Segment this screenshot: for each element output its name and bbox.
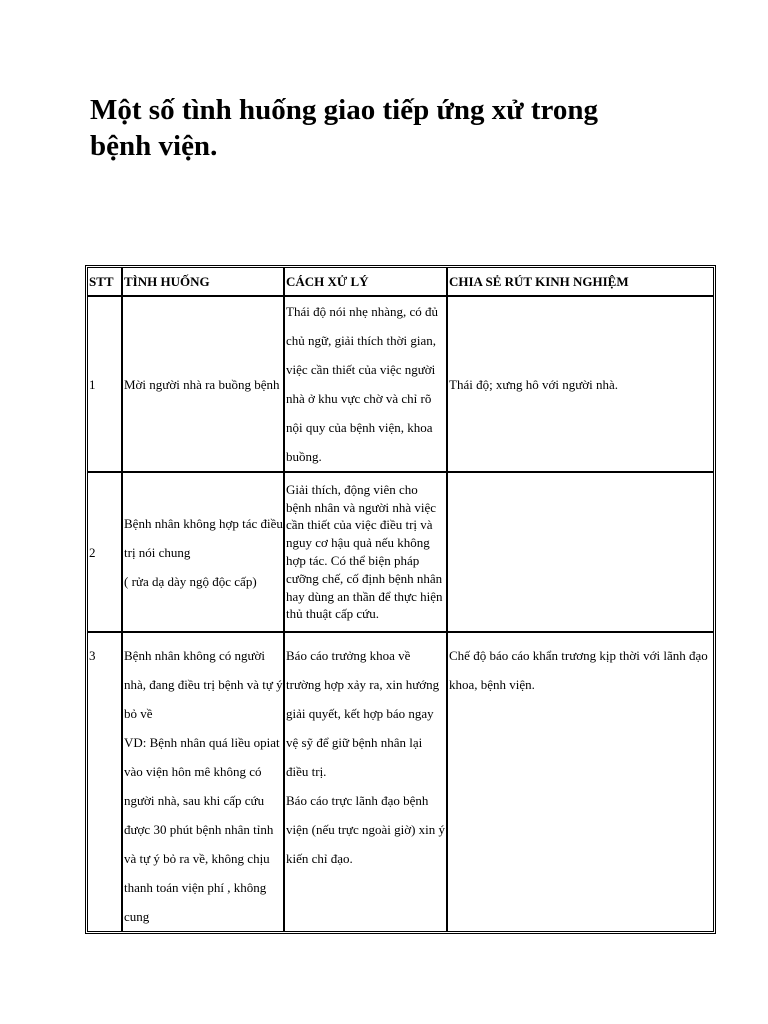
situations-table-wrapper (85, 265, 714, 934)
table-row (87, 472, 714, 632)
situations-table (85, 265, 716, 934)
row-situation-cell (122, 472, 284, 632)
table-header-row (87, 267, 714, 296)
header-stt: STT (87, 267, 122, 296)
header-situation: TÌNH HUỐNG (122, 267, 284, 296)
row-handling: Thái độ nói nhẹ nhàng, có đủ chủ ngữ, giải thích thời gian, việc cần thiết của việc người nhà ở khu vực chờ và chỉ rõ nội quy của bệnh viện, khoa buồng. (284, 296, 447, 472)
row-experience: Thái độ; xưng hô với người nhà. (447, 296, 714, 472)
row-situation: Mời người nhà ra buồng bệnh (122, 296, 284, 472)
page-title: Một số tình huống giao tiếp ứng xử trong bệnh viện. (90, 94, 599, 162)
row-situation: Bệnh nhân không có người nhà, đang điều trị bệnh và tự ý bỏ về (124, 648, 283, 721)
header-experience: CHIA SẺ RÚT KINH NGHIỆM (447, 267, 714, 296)
row-situation-cell (122, 632, 284, 932)
row-experience (447, 472, 714, 632)
row-situation-block (124, 633, 283, 931)
row-handling-cell (284, 632, 447, 932)
header-handling: CÁCH XỬ LÝ (284, 267, 447, 296)
row-stt: 3 (89, 648, 96, 663)
row-experience: Chế độ báo cáo khẩn trương kịp thời với lãnh đạo khoa, bệnh viện. (449, 648, 708, 692)
row-stt: 1 (87, 296, 122, 472)
table-row (87, 632, 714, 932)
row-handling: Báo cáo trưởng khoa về trường hợp xảy ra, xin hướng giải quyết, kết hợp báo ngay vệ sỹ để giữ bệnh nhân lại điều trị. (286, 648, 440, 779)
row-handling-block (286, 633, 446, 873)
row-handling: Giải thích, động viên cho bệnh nhân và người nhà việc cần thiết của việc điều trị và nguy cơ hậu quả nếu không hợp tác. Có thể biện pháp cưỡng chế, cố định bệnh nhân hay dùng an thần để thực hiện thủ thuật cấp cứu. (284, 472, 447, 632)
table-row (87, 296, 714, 472)
row-situation-note: VD: Bệnh nhân quá liều opiat vào viện hôn mê không có người nhà, sau khi cấp cứu được 30 phút bệnh nhân tỉnh và tự ý bỏ ra về, không chịu thanh toán viện phí , không cung (124, 735, 280, 924)
row-handling-note: Báo cáo trực lãnh đạo bệnh viện (nếu trực ngoài giờ) xin ý kiến chỉ đạo. (286, 793, 446, 866)
row-situation: Bệnh nhân không hợp tác điều trị nói chung (124, 515, 283, 560)
row-stt-cell (87, 632, 122, 932)
row-stt: 2 (87, 472, 122, 632)
row-experience-cell (447, 632, 714, 932)
row-situation-note: ( rửa dạ dày ngộ độc cấp) (124, 573, 257, 589)
